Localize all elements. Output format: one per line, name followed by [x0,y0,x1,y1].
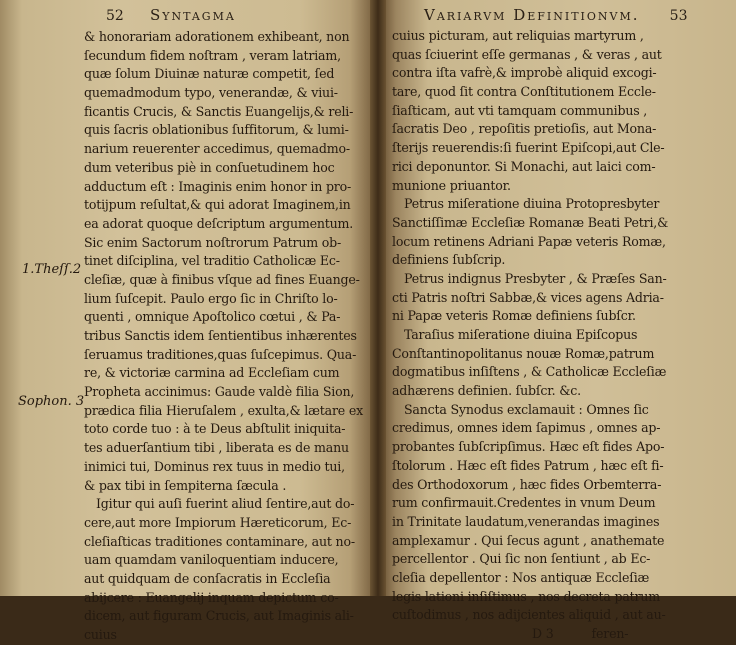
left-page-text-line: abijcere : Euangelij inquam depictum co- [84,589,339,605]
right-page-text-line: Sancta Synodus exclamauit : Omnes ſic [404,401,649,417]
right-page-text-line: cti Patris noſtri Sabbæ,& vices agens Adria- [392,289,664,305]
right-running-title: Variarvm Definitionvm. [424,6,640,24]
left-page-text-line: ſeruamus traditiones,quas ſuſcepimus. Qua- [84,346,357,362]
right-page-text-line: Conſtantinopolitanus nouæ Romæ,patrum [392,345,655,361]
left-page-text-line: adductum eſt : Imaginis enim honor in pro- [84,178,352,194]
right-page-text-line: rici deponuntor. Si Monachi, aut laici com- [392,158,656,174]
left-page-text-line: quæ ſolum Diuinæ naturæ competit, ſed [84,66,335,82]
left-page-text-line: Igitur qui auſi fuerint aliud ſentire,aut do- [96,496,355,512]
right-page-text-line: cuſtodimus , nos adijcientes aliquid , aut au- [392,607,666,623]
right-page-text-line: munione priuantor. [392,177,511,193]
left-page-text-line: quemadmodum typo, venerandæ, & viui- [84,85,338,101]
left-page-text-line: ea adorat quoque deſcriptum argumentum. [84,215,354,231]
right-page-text-line: ſiaſticam, aut vti tamquam communibus , [392,102,648,118]
left-page-text-line: totijpum reſultat,& qui adorat Imaginem,in [84,197,351,213]
left-page-text-line: lium ſuſcepit. Paulo ergo ſic in Chriſto lo- [84,290,338,306]
right-page-text-line: D 3 feren- [532,626,629,641]
left-page-text-line: aut quidquam de conſacratis in Eccleſia [84,570,331,586]
right-page-text-line: probantes ſubſcripſimus. Hæc eſt fides Apo- [392,439,665,455]
margin-note-thess: 1.Theſſ.2 [22,262,82,277]
margin-note-sophon: Sophon. 3 [18,394,85,409]
left-page-text-line: & pax tibi in ſempiterna ſæcula . [84,477,287,493]
right-page-text-line: tare, quod ſit contra Conſtitutionem Eccle- [392,84,656,100]
right-page-text-line: locum retinens Adriani Papæ veteris Romæ, [392,233,666,249]
right-text-block [392,27,732,644]
right-page-text-line: ſterijs reuerendis:ſi fuerint Epiſcopi,aut Cle- [392,140,665,156]
left-page-text-line: ſecundum fidem noſtram , veram latriam, [84,47,341,63]
right-page-text-line: definiens ſubſcrip. [392,252,506,268]
left-page-text-line: Sic enim Sactorum noſtrorum Patrum ob- [84,234,342,250]
left-page-text-line: & honorariam adorationem exhibeant, non [84,29,350,44]
left-page-text-line: ficantis Crucis, & Sanctis Euangelijs,& reli- [84,103,354,119]
right-page-text-line: dogmatibus inſiſtens , & Catholicæ Eccleſiæ [392,364,667,380]
right-page-text-line: ſacratis Deo , repoſitis pretioſis, aut Mona- [392,121,657,137]
right-page-text-line: ſtolorum . Hæc eſt fides Patrum , hæc eſt fi- [392,457,664,473]
left-page-text-line: cleſiaſticas traditiones contaminare, aut no- [84,533,355,549]
left-page-text-line: toto corde tuo : à te Deus abſtulit iniquita- [84,421,346,437]
right-page-text-line: percellentor . Qui ſic non ſentiunt , ab Ec- [392,551,651,567]
left-page-text-line: dicem, aut figuram Crucis, aut Imaginis ali- [84,608,354,624]
left-page-text-line: tribus Sanctis idem ſentientibus inhærentes [84,328,357,343]
left-page-text-line: Propheta accinimus: Gaude valdè filia Sion, [84,384,355,400]
right-page-text-line: Petrus indignus Presbyter , & Præſes San- [404,270,667,286]
right-page-text-line: amplexamur . Qui ſecus agunt , anathemate [392,532,665,548]
left-page-text-line: uam quamdam vaniloquentiam inducere, [84,552,339,568]
left-page-text-line: cere,aut more Impiorum Hæreticorum, Ec- [84,514,352,530]
right-page-text-line: cleſia depellentor : Nos antiquæ Eccleſiæ [392,569,650,585]
left-running-title: Syntagma [149,6,236,24]
right-page-text-line: Taraſius miſeratione diuina Epiſcopus [404,327,638,342]
left-page-text-line: re, & victoriæ carmina ad Eccleſiam cum [84,365,340,381]
left-page-text-line: cleſiæ, quæ à finibus vſque ad fines Euange- [84,271,360,287]
right-page-text-line: rum confirmauit.Credentes in vnum Deum [392,495,656,511]
book-gutter [370,0,386,596]
left-page-text-line: cuius [84,627,117,642]
right-page-text-line: cuius picturam, aut reliquias martyrum , [392,28,644,43]
right-page-text-line: in Trinitate laudatum,venerandas imagines [392,513,660,529]
left-page-text-line: prædica filia Hieruſalem , exulta,& lætare ex [84,402,363,418]
left-page-text-line: tes aduerſantium tibi , liberata es de manu [84,440,349,456]
left-page-text-line: inimici tui, Dominus rex tuus in medio tui, [84,458,345,474]
right-page [378,0,736,641]
left-page-text-line: narium reuerenter accedimus, quemadmo- [84,141,350,157]
right-page-text-line: Sanctiſſimæ Eccleſiæ Romanæ Beati Petri,& [392,214,669,230]
left-page-text-line: tinet diſciplina, vel traditio Catholicæ Ec- [84,253,340,269]
left-page-text-line: dum veteribus piè in conſuetudinem hoc [84,159,335,175]
left-page-text-line: quenti , omnique Apoſtolico cœtui , & Pa- [84,309,341,325]
right-page-text-line: legis lationi inſiſtimus , nos decreta patrum [392,588,660,604]
right-running-head [424,6,688,28]
right-page-text-line: credimus, omnes idem ſapimus , omnes ap- [392,420,661,436]
right-page-text-line: quas ſciuerint eſſe germanas , & veras , aut [392,46,662,62]
right-page-text-line: ni Papæ veteris Romæ definiens ſubſcr. [392,308,636,324]
right-page-text-line: contra iſta vafrè,& improbè aliquid excogi- [392,65,657,81]
right-page-text-line: adhærens definien. ſubſcr. &c. [392,383,581,399]
left-text-block [84,28,374,645]
left-page-number: 52 [106,8,124,24]
right-page-number: 53 [669,8,688,24]
left-running-head [106,6,236,28]
right-page-text-line: des Orthodoxorum , hæc fides Orbemterra- [392,476,662,492]
left-page-text-line: quis ſacris oblationibus ſuffitorum, & lumi- [84,122,349,138]
right-page-text-line: Petrus miſeratione diuina Protopresbyter [404,196,660,212]
